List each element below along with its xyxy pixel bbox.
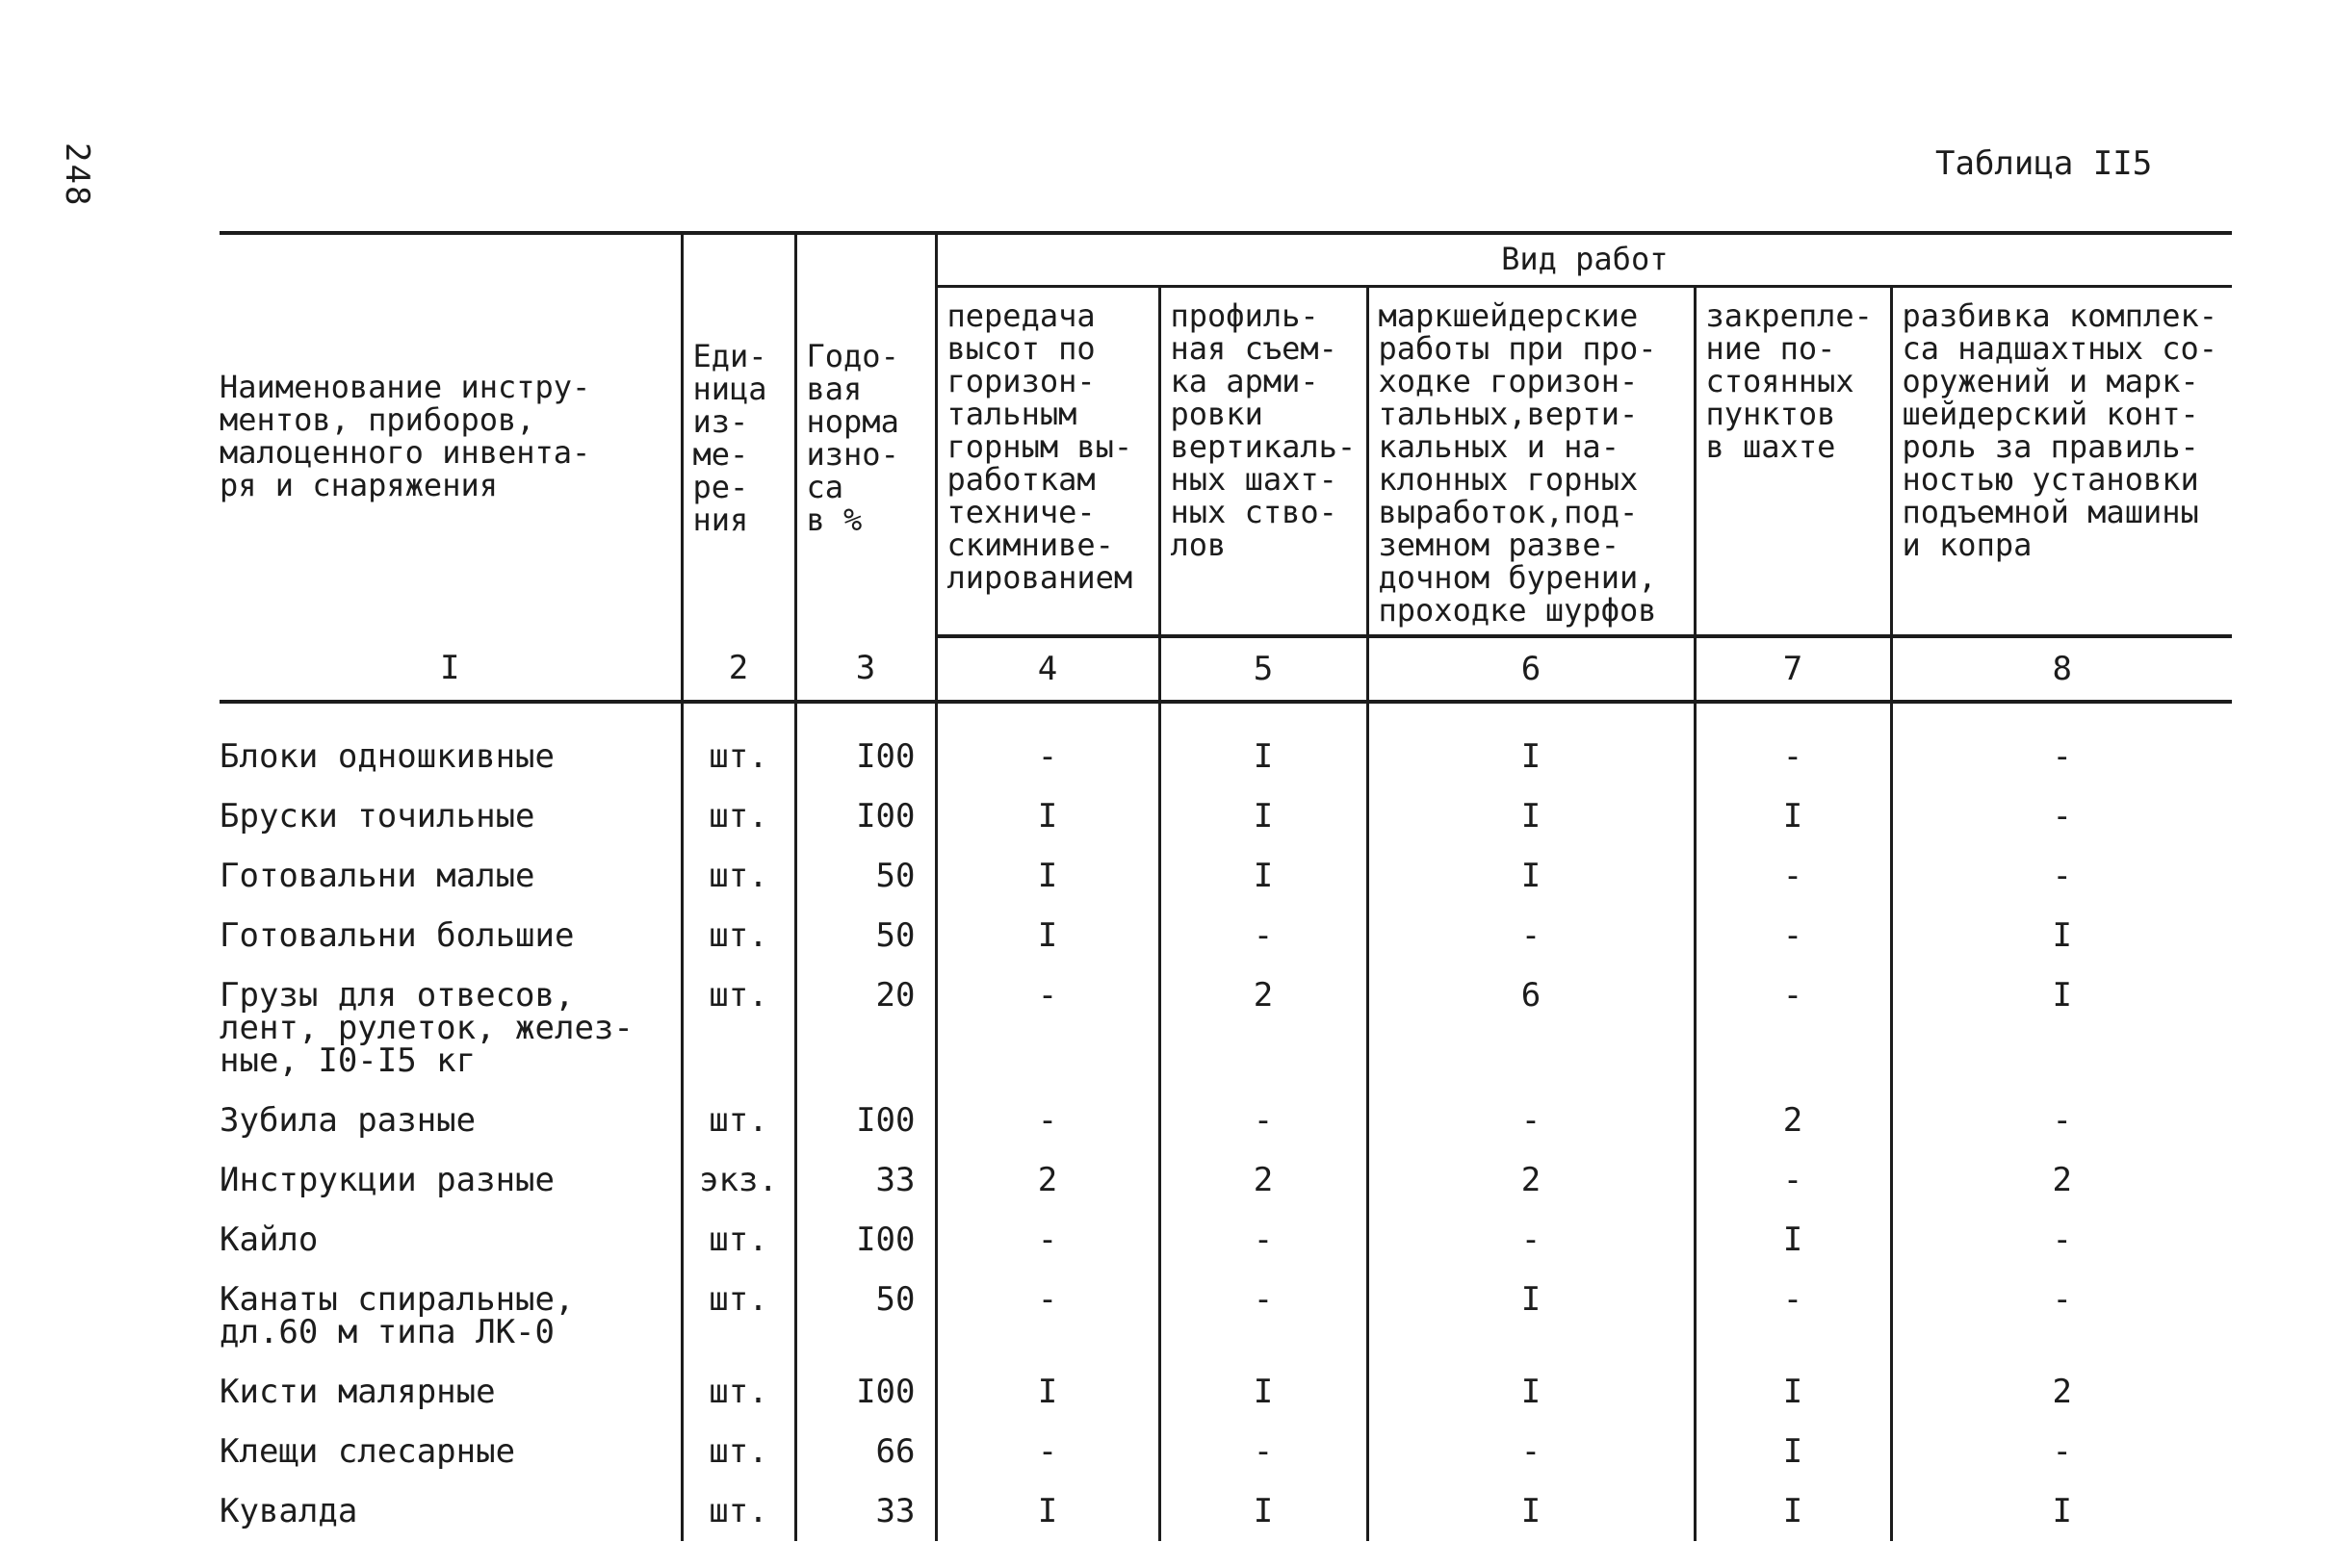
qty-col-7: I	[1695, 786, 1891, 846]
qty-col-6: 2	[1367, 1150, 1695, 1210]
column-number: 5	[1159, 636, 1367, 702]
qty-col-7: I	[1695, 1481, 1891, 1541]
table-row	[220, 786, 2232, 846]
header-col-4: передача высот по горизон- тальным горным вы- работкам техниче- скимниве- лированием	[936, 287, 1159, 637]
item-name: Бруски точильные	[220, 797, 535, 835]
wear-norm-cell: I00	[795, 1210, 936, 1270]
qty-col-4: -	[936, 1210, 1159, 1270]
qty-col-7: 2	[1695, 1091, 1891, 1150]
item-name: Готовальни малые	[220, 857, 535, 895]
qty-col-4: -	[936, 1422, 1159, 1481]
column-number: 8	[1891, 636, 2232, 702]
qty-col-5: -	[1159, 906, 1367, 965]
qty-col-8: I	[1891, 965, 2232, 1091]
qty-col-5: -	[1159, 1270, 1367, 1362]
qty-col-5: 2	[1159, 965, 1367, 1091]
qty-col-5: I	[1159, 1481, 1367, 1541]
wear-norm-cell: I00	[795, 1091, 936, 1150]
table-row	[220, 1422, 2232, 1481]
unit-cell: шт.	[682, 1270, 795, 1362]
qty-col-5: I	[1159, 1362, 1367, 1422]
qty-col-7: -	[1695, 727, 1891, 786]
qty-col-4: I	[936, 1481, 1159, 1541]
norms-table	[220, 231, 2232, 1541]
unit-cell: шт.	[682, 1422, 795, 1481]
page-number: 248	[58, 142, 96, 208]
table-row	[220, 1270, 2232, 1362]
header-work-type-group: Вид работ	[936, 233, 2232, 287]
qty-col-5: I	[1159, 727, 1367, 786]
table-row	[220, 965, 2232, 1091]
qty-col-6: I	[1367, 846, 1695, 906]
wear-norm-cell: 50	[795, 846, 936, 906]
unit-cell: шт.	[682, 1091, 795, 1150]
table-row	[220, 1362, 2232, 1422]
qty-col-5: -	[1159, 1422, 1367, 1481]
qty-col-4: -	[936, 965, 1159, 1091]
header-norm-col: Годо- вая норма изно- са в %	[795, 233, 936, 636]
unit-cell: шт.	[682, 965, 795, 1091]
header-name-col: Наименование инстру- ментов, приборов, малоценного инвента- ря и снаряжения	[220, 368, 591, 503]
unit-cell: шт.	[682, 1210, 795, 1270]
qty-col-6: -	[1367, 1210, 1695, 1270]
table-row	[220, 1091, 2232, 1150]
unit-cell: экз.	[682, 1150, 795, 1210]
qty-col-4: I	[936, 1362, 1159, 1422]
qty-col-7: I	[1695, 1362, 1891, 1422]
qty-col-6: I	[1367, 1481, 1695, 1541]
column-number: 7	[1695, 636, 1891, 702]
qty-col-7: I	[1695, 1210, 1891, 1270]
wear-norm-cell: 33	[795, 1481, 936, 1541]
column-number: 4	[936, 636, 1159, 702]
table-caption: Таблица II5	[1935, 144, 2153, 183]
item-name: Кайло	[220, 1221, 319, 1259]
qty-col-4: -	[936, 727, 1159, 786]
unit-cell: шт.	[682, 1481, 795, 1541]
item-name: Канаты спиральные, дл.60 м типа ЛК-0	[220, 1280, 575, 1351]
item-name: Грузы для отвесов, лент, рулеток, желез- ные, I0-I5 кг	[220, 976, 634, 1080]
table-body	[220, 636, 2232, 1541]
qty-col-8: I	[1891, 906, 2232, 965]
wear-norm-cell: 66	[795, 1422, 936, 1481]
unit-cell: шт.	[682, 786, 795, 846]
qty-col-8: -	[1891, 786, 2232, 846]
wear-norm-cell: 50	[795, 1270, 936, 1362]
qty-col-8: 2	[1891, 1362, 2232, 1422]
table-row	[220, 1210, 2232, 1270]
qty-col-6: -	[1367, 906, 1695, 965]
column-number-row	[220, 636, 2232, 702]
qty-col-5: 2	[1159, 1150, 1367, 1210]
qty-col-7: -	[1695, 1150, 1891, 1210]
header-col-8: разбивка комплек- са надшахтных со- оружений и марк- шейдерский конт- роль за правиль- ностью установки подъемной машины и копра	[1891, 287, 2232, 637]
qty-col-4: 2	[936, 1150, 1159, 1210]
qty-col-8: -	[1891, 846, 2232, 906]
table-header	[220, 233, 2232, 636]
qty-col-6: -	[1367, 1422, 1695, 1481]
qty-col-7: -	[1695, 1270, 1891, 1362]
table-row	[220, 727, 2232, 786]
item-name: Зубила разные	[220, 1101, 477, 1140]
spacer-row	[220, 702, 2232, 727]
item-name: Инструкции разные	[220, 1161, 555, 1199]
qty-col-5: I	[1159, 846, 1367, 906]
unit-cell: шт.	[682, 906, 795, 965]
header-col-5: профиль- ная съем- ка арми- ровки вертикаль- ных шахт- ных ство- лов	[1159, 287, 1367, 637]
wear-norm-cell: 50	[795, 906, 936, 965]
table-row	[220, 906, 2232, 965]
wear-norm-cell: I00	[795, 786, 936, 846]
item-name: Кувалда	[220, 1492, 358, 1530]
wear-norm-cell: I00	[795, 1362, 936, 1422]
item-name: Блоки одношкивные	[220, 737, 555, 776]
unit-cell: шт.	[682, 727, 795, 786]
wear-norm-cell: 20	[795, 965, 936, 1091]
qty-col-6: 6	[1367, 965, 1695, 1091]
qty-col-8: I	[1891, 1481, 2232, 1541]
unit-cell: шт.	[682, 846, 795, 906]
header-unit-col: Еди- ница из- ме- ре- ния	[682, 233, 795, 636]
qty-col-8: 2	[1891, 1150, 2232, 1210]
qty-col-8: -	[1891, 1210, 2232, 1270]
column-number: I	[220, 636, 682, 702]
qty-col-4: I	[936, 846, 1159, 906]
qty-col-7: -	[1695, 965, 1891, 1091]
qty-col-4: -	[936, 1091, 1159, 1150]
qty-col-6: I	[1367, 786, 1695, 846]
qty-col-5: -	[1159, 1091, 1367, 1150]
qty-col-8: -	[1891, 727, 2232, 786]
table-row	[220, 846, 2232, 906]
qty-col-6: I	[1367, 1270, 1695, 1362]
qty-col-5: I	[1159, 786, 1367, 846]
qty-col-7: -	[1695, 846, 1891, 906]
qty-col-7: -	[1695, 906, 1891, 965]
qty-col-4: I	[936, 906, 1159, 965]
unit-cell: шт.	[682, 1362, 795, 1422]
item-name: Клещи слесарные	[220, 1432, 516, 1471]
qty-col-4: I	[936, 786, 1159, 846]
qty-col-6: -	[1367, 1091, 1695, 1150]
qty-col-6: I	[1367, 1362, 1695, 1422]
item-name: Кисти малярные	[220, 1373, 496, 1411]
qty-col-8: -	[1891, 1091, 2232, 1150]
wear-norm-cell: I00	[795, 727, 936, 786]
header-col-6: маркшейдерские работы при про- ходке горизон- тальных,верти- кальных и на- клонных горных выработок,под- земном разве- дочном бурении, проходке шурфов	[1367, 287, 1695, 637]
column-number: 2	[682, 636, 795, 702]
qty-col-4: -	[936, 1270, 1159, 1362]
qty-col-8: -	[1891, 1422, 2232, 1481]
item-name: Готовальни большие	[220, 916, 575, 955]
table-row	[220, 1150, 2232, 1210]
qty-col-6: I	[1367, 727, 1695, 786]
column-number: 6	[1367, 636, 1695, 702]
column-number: 3	[795, 636, 936, 702]
qty-col-5: -	[1159, 1210, 1367, 1270]
norms-table-container	[220, 231, 2232, 1541]
qty-col-8: -	[1891, 1270, 2232, 1362]
qty-col-7: I	[1695, 1422, 1891, 1481]
header-col-7: закрепле- ние по- стоянных пунктов в шахте	[1695, 287, 1891, 637]
wear-norm-cell: 33	[795, 1150, 936, 1210]
table-row	[220, 1481, 2232, 1541]
